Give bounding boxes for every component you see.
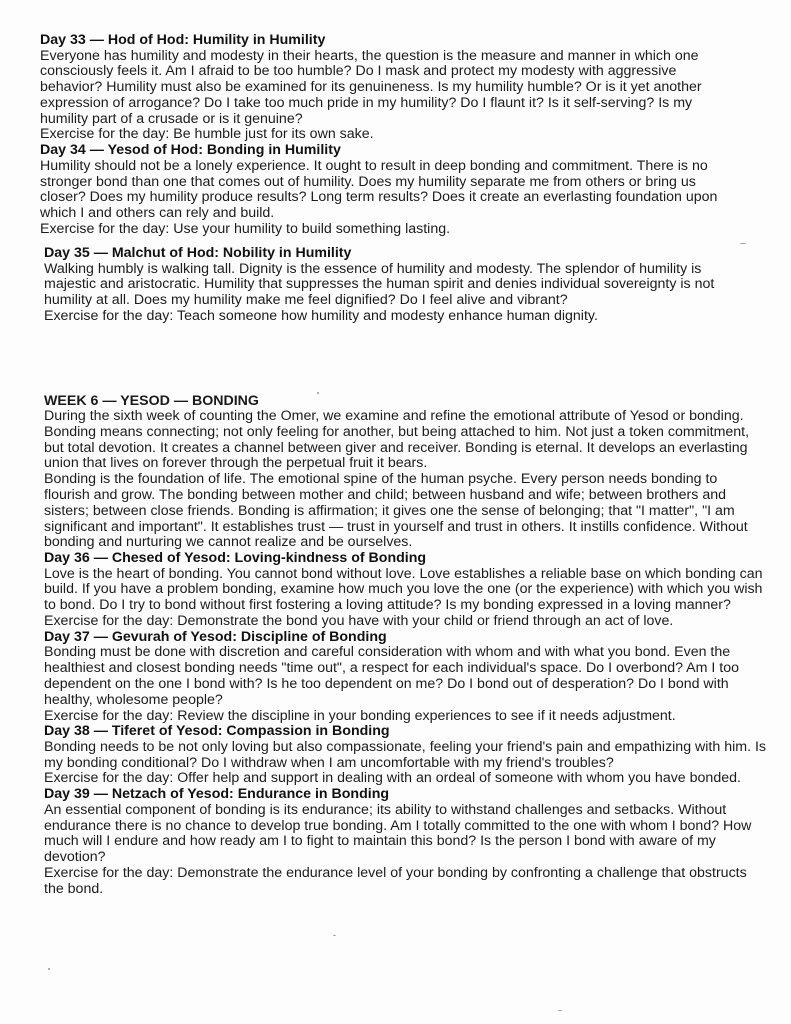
day-36-exercise: Exercise for the day: Demonstrate the bond you have with your child or friend through an act of love. [44, 613, 674, 630]
day-37-entry [44, 630, 766, 724]
week-intro-paragraph-2: Bonding is the foundation of life. The emotional spine of the human psyche. Every person needs bonding to flourish and grow. The bonding between mother and child; between husband and wife; between brothers and sisters; between close friends. Bonding is affirmation; it gives one the sense of belonging; that "I matter", "I am significant and important". It establishes trust — trust in yourself and trust in others. It instills confidence. Without bonding and nurturing we cannot realize and be ourselves. [44, 471, 748, 551]
day-38-exercise: Exercise for the day: Offer help and support in dealing with an ordeal of someone with whom you have bonded. [44, 770, 741, 787]
day-33-entry [40, 33, 740, 143]
day-38-body: Bonding needs to be not only loving but also compassionate, feeling your friend's pain and empathizing with him. Is my bonding conditional? Do I withdraw when I am uncomfortable with my friend's troubles? [44, 738, 766, 771]
day-37-body: Bonding must be done with discretion and careful consideration with whom and with what you bond. Even the healthiest and closest bonding needs "time out", a respect for each individual's space. Do I overbond? Am I too dependent on the one I bond with? Is he too dependent on me? Do I bond out of desperation? Do I bond with healthy, wholesome people? [44, 644, 739, 708]
day-38-entry [44, 724, 766, 787]
week-6-title: WEEK 6 — YESOD — BONDING [44, 393, 259, 409]
day-33-heading: Day 33 — Hod of Hod: Humility in Humility [40, 32, 326, 48]
day-34-exercise: Exercise for the day: Use your humility to build something lasting. [40, 220, 451, 237]
day-33-exercise: Exercise for the day: Be humble just for its own sake. [40, 126, 374, 143]
days-33-34-section [40, 33, 740, 238]
day-34-body: Humility should not be a lonely experience. It ought to result in deep bonding and commitment. There is no stronger bond than one that comes out of humility. Does my humility separate me from others or bring us closer? Does my humility produce results? Long term results? Does it create an everlasting foundation upon which I and others can rely and build. [40, 157, 718, 222]
day-39-exercise: Exercise for the day: Demonstrate the endurance level of your bonding by confronting a challenge that obstructs the bond. [44, 864, 747, 897]
day-36-body: Love is the heart of bonding. You cannot bond without love. Love establishes a reliable base on which bonding can build. If you have a problem bonding, examine how much you love the one (or the experience) with which you wish to bond. Do I try to bond without first fostering a loving attitude? Is my bonding expressed in a loving manner? [44, 565, 763, 614]
day-35-body: Walking humbly is walking tall. Dignity is the essence of humility and modesty. The splendor of humility is majestic and aristocratic. Humility that suppresses the human spirit and denies individual sovereignty is not humility at all. Does my humility make me feel dignified? Do I feel alive and vibrant? [44, 260, 715, 309]
week-intro-paragraph-1: During the sixth week of counting the Omer, we examine and refine the emotional attribute of Yesod or bonding. Bonding means connecting; not only feeling for another, but being attached to him. Not just a token commitment, but total devotion. It creates a channel between giver and receiver. Bonding is eternal. It develops an everlasting union that lives on forever through the perpetual fruit it bears. [44, 408, 750, 472]
day-35-heading: Day 35 — Malchut of Hod: Nobility in Humility [44, 245, 352, 261]
day-33-body: Everyone has humility and modesty in their hearts, the question is the measure and manner in which one consciously feels it. Am I afraid to be too humble? Do I mask and protect my modesty with aggressive behavior? Humility must also be examined for its genuineness. Is my humility humble? Or is it yet another expression of arrogance? Do I take too much pride in my humility? Do I flaunt it? Is it self-serving? Is my humility part of a crusade or is it genuine? [40, 47, 702, 127]
day-35-section [44, 246, 744, 325]
day-34-entry [40, 143, 740, 237]
day-37-heading: Day 37 — Gevurah of Yesod: Discipline of Bonding [44, 628, 387, 645]
day-39-entry [44, 787, 766, 897]
week-6-section [44, 393, 766, 898]
day-36-heading: Day 36 — Chesed of Yesod: Loving-kindness of Bonding [44, 550, 427, 567]
day-37-exercise: Exercise for the day: Review the discipline in your bonding experiences to see if it needs adjustment. [44, 707, 676, 724]
day-35-exercise: Exercise for the day: Teach someone how humility and modesty enhance human dignity. [44, 307, 598, 324]
day-36-entry [44, 551, 766, 630]
day-34-heading: Day 34 — Yesod of Hod: Bonding in Humility [40, 142, 341, 159]
day-39-body: An essential component of bonding is its endurance; its ability to withstand challenges and setbacks. Without endurance there is no chance to develop true bonding. Am I totally committed to the one with whom I bond? How much will I endure and how ready am I to fight to maintain this bond? Is the person I bond with aware of my devotion? [44, 801, 752, 866]
day-38-heading: Day 38 — Tiferet of Yesod: Compassion in Bonding [44, 723, 390, 740]
day-39-heading: Day 39 — Netzach of Yesod: Endurance in Bonding [44, 786, 390, 803]
